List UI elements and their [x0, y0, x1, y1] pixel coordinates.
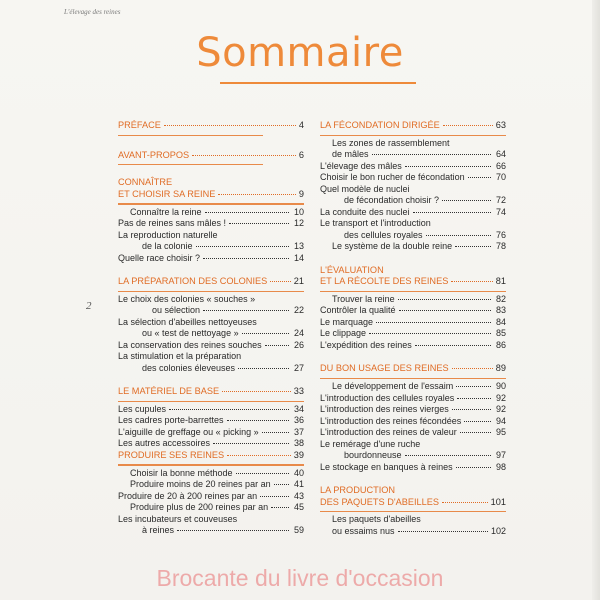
- toc-entry[interactable]: [118, 294, 304, 306]
- section-heading: [320, 265, 506, 288]
- toc-entry[interactable]: [118, 241, 304, 253]
- toc-entry-text: L'élevage des mâles: [320, 160, 402, 171]
- section-heading-text: LA PRODUCTION: [320, 485, 396, 496]
- section-heading-text: DES PAQUETS D'ABEILLES: [320, 496, 440, 507]
- toc-entry[interactable]: [320, 294, 506, 306]
- toc-page-number: 43: [293, 490, 304, 501]
- dot-leader: [452, 368, 493, 369]
- toc-entry[interactable]: [118, 230, 304, 242]
- section-heading-text: AVANT-PROPOS: [118, 149, 190, 160]
- toc-page-number: 76: [495, 229, 506, 240]
- section-heading: [118, 120, 304, 132]
- toc-entry-text: des cellules royales: [344, 229, 423, 240]
- dot-leader: [203, 258, 289, 259]
- section-page-number: 101: [490, 496, 506, 507]
- toc-entry-text: L'expédition des reines: [320, 339, 412, 350]
- toc-entry-text: de fécondation choisir ?: [344, 195, 440, 206]
- section-page-number: 33: [293, 386, 304, 397]
- toc-entry-text: ou sélection: [152, 305, 201, 316]
- toc-entry[interactable]: [320, 218, 506, 230]
- section-page-number: 89: [495, 363, 506, 374]
- toc-entry-text: bourdonneuse: [344, 450, 402, 461]
- toc-page-number: 26: [293, 339, 304, 350]
- section-heading-text: LA FÉCONDATION DIRIGÉE: [320, 120, 440, 130]
- toc-entry-text: à reines: [142, 525, 175, 536]
- section-heading: [118, 450, 304, 462]
- toc-section: [118, 177, 304, 264]
- toc-section: [118, 150, 304, 166]
- section-heading-text: L'ÉVALUATION: [320, 264, 384, 275]
- section-heading-line[interactable]: [320, 497, 506, 509]
- page-edge: [592, 0, 600, 600]
- section-heading: [320, 363, 506, 375]
- toc-entry[interactable]: [320, 514, 506, 526]
- dot-leader: [398, 531, 488, 532]
- toc-entry-text: ou essaims nus: [332, 525, 395, 536]
- toc-entry-text: des colonies éleveuses: [142, 362, 236, 373]
- section-heading-text: LE MATÉRIEL DE BASE: [118, 386, 220, 397]
- toc-entry-text: L'introduction des reines de valeur: [320, 427, 457, 438]
- section-heading: [118, 150, 304, 162]
- dot-leader: [227, 455, 291, 456]
- toc-entry[interactable]: [118, 207, 304, 219]
- toc-entry-text: Les cupules: [118, 403, 167, 414]
- section-heading: [118, 177, 304, 200]
- dot-leader: [468, 177, 491, 178]
- dot-leader: [413, 212, 491, 213]
- toc-section: [118, 450, 304, 537]
- dot-leader: [164, 125, 296, 126]
- toc-page-number: 59: [293, 525, 304, 536]
- toc-entry[interactable]: [118, 438, 304, 450]
- toc-page-number: 98: [495, 461, 506, 472]
- toc-page-number: 14: [293, 252, 304, 263]
- toc-entry-text: ou « test de nettoyage »: [142, 328, 239, 339]
- dot-leader: [213, 443, 289, 444]
- dot-leader: [169, 409, 289, 410]
- toc-page-number: 41: [293, 479, 304, 490]
- section-heading-text: DU BON USAGE DES REINES: [320, 363, 449, 374]
- dot-leader: [464, 421, 491, 422]
- toc-entry-text: Quel modèle de nuclei: [320, 183, 410, 194]
- dot-leader: [238, 368, 289, 369]
- section-heading-line[interactable]: [320, 363, 506, 375]
- dot-leader: [457, 398, 491, 399]
- toc-entry-text: Le système de la double reine: [332, 241, 453, 252]
- toc-entry[interactable]: [118, 415, 304, 427]
- dot-leader: [442, 502, 488, 503]
- toc-entry-text: Contrôler la qualité: [320, 305, 396, 316]
- dot-leader: [455, 246, 491, 247]
- section-heading: [320, 120, 506, 132]
- toc-entry[interactable]: [320, 230, 506, 242]
- dot-leader: [196, 246, 289, 247]
- toc-page-number: 85: [495, 328, 506, 339]
- toc-entry-text: de la colonie: [142, 241, 193, 252]
- dot-leader: [260, 496, 289, 497]
- toc-entry-text: Choisir le bon rucher de fécondation: [320, 172, 465, 183]
- toc-entry[interactable]: [320, 381, 506, 393]
- toc-entry[interactable]: [320, 207, 506, 219]
- dot-leader: [405, 455, 491, 456]
- title-underline: [220, 82, 416, 84]
- dot-leader: [452, 409, 491, 410]
- toc-page-number: 12: [293, 218, 304, 229]
- section-page-number: 81: [495, 276, 506, 287]
- toc-entry[interactable]: [320, 184, 506, 196]
- toc-entry[interactable]: [118, 317, 304, 329]
- section-heading-line[interactable]: [320, 120, 506, 132]
- toc-page-number: 92: [495, 404, 506, 415]
- toc-entry[interactable]: [118, 363, 304, 375]
- toc-entry-text: Les cadres porte-barrettes: [118, 415, 224, 426]
- section-heading: [118, 276, 304, 288]
- dot-leader: [399, 310, 491, 311]
- toc-page-number: 86: [495, 339, 506, 350]
- toc-entry[interactable]: [320, 340, 506, 352]
- toc-entry-text: La sélection d'abeilles nettoyeuses: [118, 316, 257, 327]
- toc-entry-text: Produire de 20 à 200 reines par an: [118, 490, 258, 501]
- section-rule: [118, 464, 304, 465]
- dot-leader: [222, 391, 291, 392]
- toc-section: [118, 276, 304, 374]
- toc-entry-text: Le transport et l'introduction: [320, 218, 431, 229]
- section-heading-text: PRÉFACE: [118, 120, 161, 130]
- dot-leader: [218, 194, 296, 195]
- toc-entry-text: Pas de reines sans mâles !: [118, 218, 227, 229]
- toc-entry[interactable]: [320, 241, 506, 253]
- toc-entry-text: Les incubateurs et couveuses: [118, 513, 238, 524]
- toc-entry-text: Le remérage d'une ruche: [320, 438, 421, 449]
- dot-leader: [376, 322, 491, 323]
- section-heading-line[interactable]: [118, 120, 304, 132]
- dot-leader: [443, 125, 493, 126]
- toc-entry-text: L'introduction des reines vierges: [320, 404, 449, 415]
- toc-entry-text: de mâles: [332, 149, 369, 160]
- section-heading-line[interactable]: [118, 189, 304, 201]
- section-heading-text: ET LA RÉCOLTE DES REINES: [320, 276, 449, 287]
- toc-entry[interactable]: [320, 317, 506, 329]
- toc-entry[interactable]: [118, 479, 304, 491]
- section-heading-text: CONNAÎTRE: [118, 177, 173, 188]
- toc-entry-text: Les autres accessoires: [118, 438, 211, 449]
- dot-leader: [265, 345, 289, 346]
- toc-entry[interactable]: [320, 462, 506, 474]
- section-heading-line[interactable]: [320, 265, 506, 277]
- toc-entry[interactable]: [118, 491, 304, 503]
- toc-page-number: 10: [293, 206, 304, 217]
- section-heading-line[interactable]: [118, 450, 304, 462]
- section-rule: [320, 291, 506, 292]
- toc-entry[interactable]: [118, 468, 304, 480]
- toc-page-number: 102: [490, 525, 506, 536]
- dot-leader: [372, 154, 491, 155]
- toc-entry-text: Les zones de rassemblement: [332, 137, 450, 148]
- toc-page-number: 45: [293, 502, 304, 513]
- toc-page-number: 94: [495, 415, 506, 426]
- watermark: Brocante du livre d'occasion: [156, 565, 444, 591]
- toc-page-number: 82: [495, 293, 506, 304]
- toc-entry-text: Produire plus de 200 reines par an: [130, 502, 269, 513]
- toc-page-number: 22: [293, 305, 304, 316]
- dot-leader: [442, 200, 491, 201]
- section-heading-text: ET CHOISIR SA REINE: [118, 188, 216, 199]
- page-title: Sommaire: [196, 30, 404, 76]
- section-heading-line[interactable]: [118, 276, 304, 288]
- section-rule: [118, 401, 304, 402]
- toc-entry[interactable]: [118, 502, 304, 514]
- toc-page-number: 74: [495, 206, 506, 217]
- toc-entry[interactable]: [320, 328, 506, 340]
- toc-entry[interactable]: [320, 439, 506, 451]
- toc-entry[interactable]: [320, 195, 506, 207]
- section-heading-line[interactable]: [118, 177, 304, 189]
- toc-entry-text: Choisir la bonne méthode: [130, 467, 233, 478]
- section-heading-line[interactable]: [320, 276, 506, 288]
- toc-entry-text: Trouver la reine: [332, 293, 395, 304]
- dot-leader: [177, 530, 289, 531]
- toc-entry-text: La reproduction naturelle: [118, 229, 218, 240]
- toc-entry-text: L'introduction des reines fécondées: [320, 415, 462, 426]
- toc-entry-text: Quelle race choisir ?: [118, 252, 201, 263]
- toc-entry[interactable]: [320, 161, 506, 173]
- toc-page-number: 78: [495, 241, 506, 252]
- toc-page-number: 37: [293, 426, 304, 437]
- toc-section: [320, 485, 506, 537]
- toc-page-number: 27: [293, 362, 304, 373]
- toc-page-number: 13: [293, 241, 304, 252]
- toc-column-right: [320, 120, 506, 537]
- section-heading-text: PRODUIRE SES REINES: [118, 449, 225, 460]
- toc-entry[interactable]: [320, 427, 506, 439]
- toc-page-number: 38: [293, 438, 304, 449]
- toc-section: [118, 386, 304, 450]
- toc-page-number: 97: [495, 450, 506, 461]
- toc-section: [320, 363, 506, 473]
- toc-entry[interactable]: [118, 218, 304, 230]
- toc-entry[interactable]: [118, 404, 304, 416]
- section-heading-line[interactable]: [320, 485, 506, 497]
- toc-entry-text: Le développement de l'essaim: [332, 381, 454, 392]
- section-page-number: 6: [298, 149, 304, 160]
- dot-leader: [456, 467, 491, 468]
- section-rule: [118, 135, 263, 136]
- dot-leader: [270, 281, 291, 282]
- toc-entry[interactable]: [320, 393, 506, 405]
- toc-page-number: 83: [495, 305, 506, 316]
- section-rule: [320, 511, 506, 512]
- toc-page-number: 90: [495, 381, 506, 392]
- section-heading-text: LA PRÉPARATION DES COLONIES: [118, 276, 268, 287]
- toc-entry-text: Le choix des colonies « souches »: [118, 293, 256, 304]
- section-page-number: 63: [495, 120, 506, 130]
- toc-entry-text: La conduite des nuclei: [320, 206, 410, 217]
- toc-page-number: 66: [495, 160, 506, 171]
- section-page-number: 4: [298, 120, 304, 130]
- toc-entry-text: La stimulation et la préparation: [118, 351, 242, 362]
- dot-leader: [398, 299, 491, 300]
- dot-leader: [236, 473, 289, 474]
- toc-entry[interactable]: [118, 351, 304, 363]
- dot-leader: [205, 212, 289, 213]
- toc-page-number: 84: [495, 316, 506, 327]
- dot-leader: [227, 420, 289, 421]
- dot-leader: [262, 432, 289, 433]
- section-heading-line[interactable]: [118, 386, 304, 398]
- dot-leader: [229, 223, 289, 224]
- dot-leader: [271, 507, 289, 508]
- toc-page-number: 34: [293, 403, 304, 414]
- toc-page-number: 24: [293, 328, 304, 339]
- section-rule: [320, 135, 506, 136]
- toc-entry[interactable]: [320, 404, 506, 416]
- toc-entry[interactable]: [118, 253, 304, 265]
- dot-leader: [242, 333, 289, 334]
- dot-leader: [192, 155, 296, 156]
- toc-page-number: 70: [495, 172, 506, 183]
- toc-entry[interactable]: [320, 138, 506, 150]
- page-number: 2: [86, 300, 92, 312]
- toc-entry-text: Produire moins de 20 reines par an: [130, 479, 271, 490]
- section-rule: [118, 203, 304, 204]
- toc-entry-text: Les paquets d'abeilles: [332, 514, 421, 525]
- toc-column-left: [118, 120, 304, 537]
- toc-page-number: 72: [495, 195, 506, 206]
- toc-section: [118, 120, 304, 136]
- toc-page-number: 95: [495, 427, 506, 438]
- toc-entry-text: La conservation des reines souches: [118, 339, 262, 350]
- toc-entry-text: Le clippage: [320, 328, 367, 339]
- dot-leader: [369, 333, 491, 334]
- toc-entry-text: Le marquage: [320, 316, 374, 327]
- dot-leader: [426, 235, 491, 236]
- section-page-number: 21: [293, 276, 304, 287]
- section-rule: [320, 378, 506, 379]
- toc-entry[interactable]: [320, 526, 506, 538]
- toc-page-number: 40: [293, 467, 304, 478]
- dot-leader: [456, 386, 491, 387]
- section-heading: [320, 485, 506, 508]
- toc-entry-text: Connaître la reine: [130, 206, 202, 217]
- toc-page-number: 92: [495, 392, 506, 403]
- toc-entry-text: L'introduction des cellules royales: [320, 392, 455, 403]
- section-page-number: 39: [293, 449, 304, 460]
- toc-entry[interactable]: [118, 328, 304, 340]
- dot-leader: [203, 310, 289, 311]
- toc-entry[interactable]: [118, 514, 304, 526]
- toc-entry[interactable]: [118, 427, 304, 439]
- dot-leader: [274, 484, 289, 485]
- dot-leader: [451, 281, 492, 282]
- toc-section: [320, 120, 506, 253]
- running-head: L'élevage des reines: [64, 8, 121, 16]
- dot-leader: [460, 432, 491, 433]
- toc-entry[interactable]: [320, 416, 506, 428]
- toc-entry[interactable]: [320, 172, 506, 184]
- toc-section: [320, 265, 506, 352]
- toc-entry[interactable]: [118, 305, 304, 317]
- toc-entry-text: L'aiguille de greffage ou « picking »: [118, 426, 259, 437]
- toc-entry[interactable]: [320, 450, 506, 462]
- toc-entry[interactable]: [118, 525, 304, 537]
- section-rule: [118, 164, 263, 165]
- dot-leader: [415, 345, 491, 346]
- section-rule: [118, 291, 304, 292]
- toc-page-number: 36: [293, 415, 304, 426]
- toc-entry-text: Le stockage en banques à reines: [320, 461, 453, 472]
- section-heading: [118, 386, 304, 398]
- toc-entry[interactable]: [320, 149, 506, 161]
- toc-entry[interactable]: [320, 305, 506, 317]
- section-heading-line[interactable]: [118, 150, 304, 162]
- toc-page-number: 64: [495, 149, 506, 160]
- dot-leader: [405, 166, 491, 167]
- toc-entry[interactable]: [118, 340, 304, 352]
- section-page-number: 9: [298, 188, 304, 199]
